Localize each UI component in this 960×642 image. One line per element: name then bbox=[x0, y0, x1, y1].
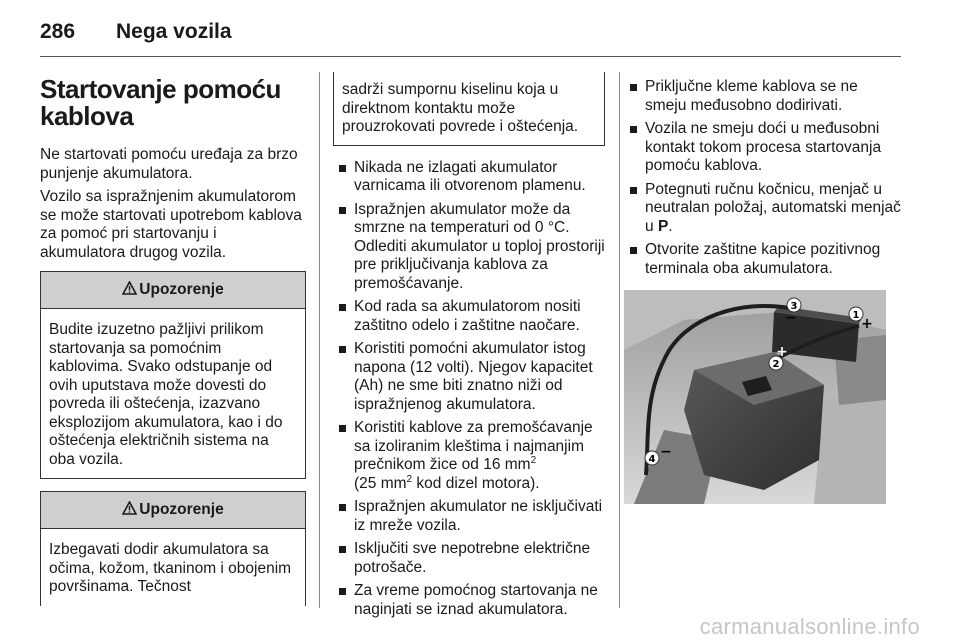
warning-header bbox=[41, 492, 305, 529]
minus-sign: − bbox=[660, 444, 672, 460]
column-divider-1 bbox=[319, 72, 320, 608]
intro-paragraph-1: Ne startovati pomoću uređaja za brzo punjenje akumulatora. bbox=[40, 146, 298, 182]
plus-sign: + bbox=[861, 316, 873, 332]
engine-bay-illustration bbox=[624, 290, 886, 504]
column-3 bbox=[624, 72, 902, 504]
warning-title: Upozorenje bbox=[139, 280, 224, 298]
list-item: Koristiti kablove za premošćavanje sa izoliranim kleštima i najmanjim prečnikom žice od 16 $mm^2$ (25 $mm^2$ kod dizel motora). bbox=[333, 419, 605, 493]
page-title: Nega vozila bbox=[116, 20, 232, 43]
warning-title: Upozorenje bbox=[139, 500, 224, 518]
warning-box-1 bbox=[40, 271, 306, 479]
section-title: Startovanje pomoću kablova bbox=[40, 74, 281, 131]
column-1 bbox=[40, 72, 306, 606]
list-item: Nikada ne izlagati akumulator varnicama ili otvorenom plamenu. bbox=[333, 159, 605, 196]
list-item: Priključne kleme kablova se ne smeju međusobno dodirivati. bbox=[624, 78, 902, 115]
warning-header bbox=[41, 272, 305, 309]
list-item: Koristiti pomoćni akumulator istog napona (12 volti). Njegov kapacitet (Ah) ne sme biti znatno niži od ispražnjenog akumulatora. bbox=[333, 340, 605, 414]
list-item: Ispražnjen akumulator ne isključivati iz mreže vozila. bbox=[333, 498, 605, 535]
warning-triangle-icon bbox=[122, 281, 137, 300]
list-item: Isključiti sve nepotrebne električne potrošače. bbox=[333, 540, 605, 577]
battery-jumpstart-photo bbox=[624, 290, 886, 504]
warning-body-continued: sadrži sumpornu kiselinu koja u direktnom kontaktu može prouzrokovati povrede i oštećenja. bbox=[342, 81, 579, 135]
plus-sign: + bbox=[776, 344, 788, 360]
watermark: carmanualsonline.info bbox=[699, 614, 920, 639]
list-item: Potegnuti ručnu kočnicu, menjač u neutralan položaj, automatski menjač u P. bbox=[624, 181, 902, 237]
column-divider-2 bbox=[619, 72, 620, 608]
list-item: Ispražnjen akumulator može da smrzne na temperaturi od 0 °C. Odlediti akumulator u toploj prostoriji pre priključivanja kablova za premošćavanje. bbox=[333, 201, 605, 294]
callout-4: 4 bbox=[648, 454, 656, 465]
warning-triangle-icon bbox=[122, 501, 137, 520]
header-rule bbox=[40, 56, 901, 57]
warning-body: Budite izuzetno pažljivi prilikom startovanja sa pomoćnim kablovima. Svako odstupanje od ovih uputstava može dovesti do povreda ili oštećenja, izazvano eksplozijom akumulatora, kao i do oštećenja električnih sistema na oba vozila. bbox=[49, 321, 283, 468]
intro-paragraph-2: Vozilo sa ispražnjenim akumulatorom se može startovati upotrebom kablova za pomoć pri startovanju i akumulatora drugog vozila. bbox=[40, 188, 302, 261]
page-number: 286 bbox=[40, 20, 76, 43]
steps-list bbox=[624, 78, 902, 278]
list-item: Otvorite zaštitne kapice pozitivnog terminala oba akumulatora. bbox=[624, 241, 902, 278]
callout-2: 2 bbox=[772, 359, 780, 370]
minus-sign: − bbox=[785, 310, 797, 326]
column-2 bbox=[333, 72, 605, 624]
list-item: Kod rada sa akumulatorom nositi zaštitno odelo i zaštitne naočare. bbox=[333, 298, 605, 335]
precautions-list bbox=[333, 159, 605, 620]
warning-box-2-continued bbox=[333, 72, 605, 146]
callout-1: 1 bbox=[852, 310, 860, 321]
list-item: Vozila ne smeju doći u međusobni kontakt tokom procesa startovanja pomoću kablova. bbox=[624, 120, 902, 176]
list-item: Za vreme pomoćnog startovanja ne naginjati se iznad akumulatora. bbox=[333, 582, 605, 619]
callout-3: 3 bbox=[790, 301, 798, 312]
warning-box-2 bbox=[40, 491, 306, 606]
warning-body: Izbegavati dodir akumulatora sa očima, kožom, tkaninom i obojenim površinama. Tečnost bbox=[49, 541, 292, 595]
